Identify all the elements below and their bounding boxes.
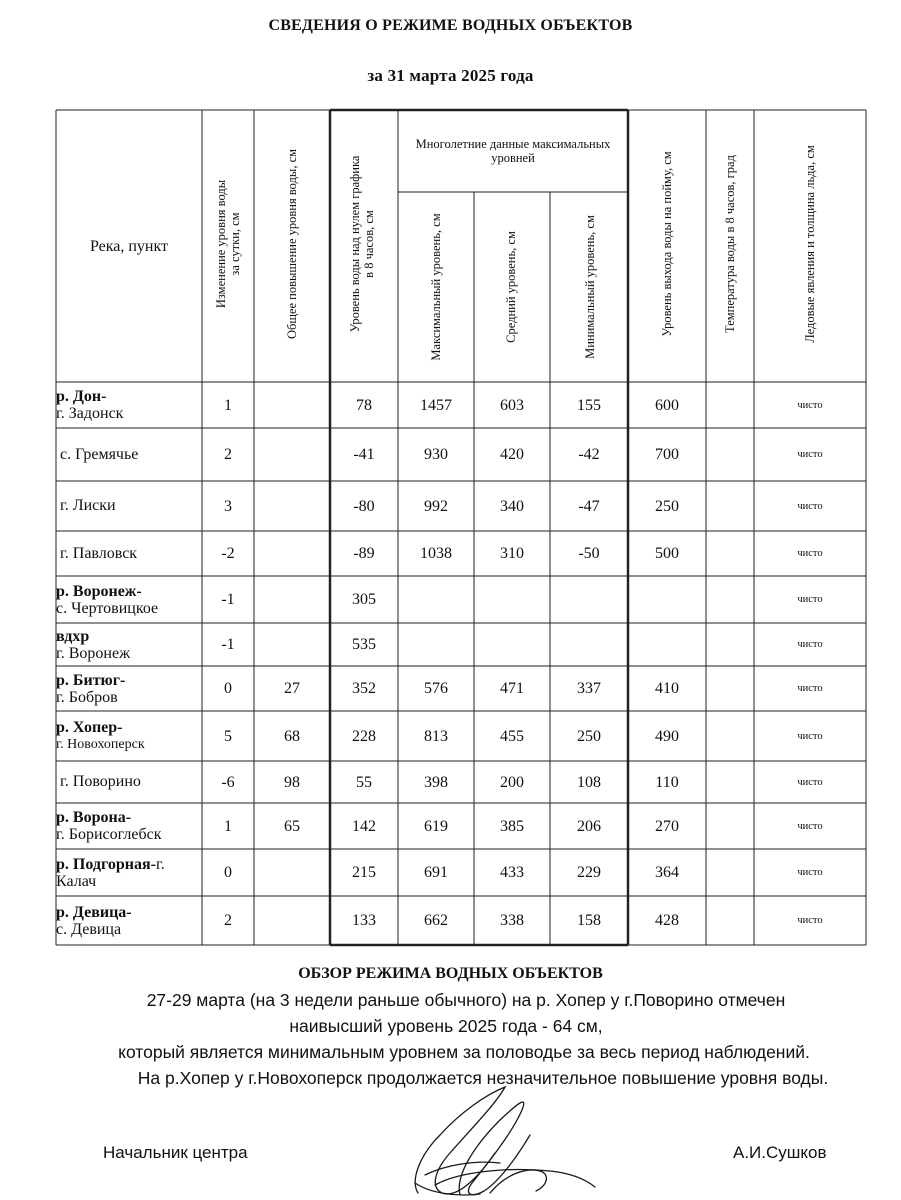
cell-level: -89 bbox=[353, 545, 375, 562]
river-point-cell bbox=[56, 711, 202, 761]
cell-max: 662 bbox=[424, 912, 448, 929]
cell-level: 142 bbox=[352, 817, 376, 835]
cell-min: 206 bbox=[577, 817, 601, 835]
cell-level: 352 bbox=[352, 680, 376, 697]
cell-max: 619 bbox=[424, 817, 448, 835]
gauge-point: г. Воронеж bbox=[56, 644, 131, 662]
signatory-name: А.И.Сушков bbox=[733, 1143, 827, 1162]
cell-rise bbox=[254, 531, 330, 576]
report-date: за 31 марта 2025 года bbox=[367, 66, 534, 85]
cell-ice: чисто bbox=[797, 776, 823, 788]
cell-max: 691 bbox=[424, 864, 448, 881]
cell-temp bbox=[706, 803, 754, 849]
cell-flood: 500 bbox=[655, 545, 679, 562]
header-change: Изменение уровня воды за сутки, см bbox=[214, 179, 242, 309]
river-name: р. Битюг- bbox=[56, 671, 126, 689]
cell-change: 2 bbox=[224, 446, 232, 463]
gauge-point: г. Лиски bbox=[60, 497, 116, 514]
river-name: р. Ворона- bbox=[56, 809, 132, 826]
gauge-point: г. Новохоперск bbox=[56, 737, 145, 752]
cell-ice: чисто bbox=[797, 500, 823, 512]
header-river: Река, пункт bbox=[89, 237, 169, 255]
cell-mean: 471 bbox=[500, 680, 524, 697]
cell-temp bbox=[706, 666, 754, 711]
cell-mean: 310 bbox=[500, 545, 524, 562]
cell-min: 337 bbox=[577, 680, 601, 697]
cell-change: 3 bbox=[224, 497, 232, 515]
river-name: р. Девица- bbox=[56, 903, 132, 921]
cell-rise: 68 bbox=[284, 727, 300, 745]
gauge-point: г. Бобров bbox=[56, 688, 118, 706]
river-point-cell bbox=[56, 666, 202, 711]
cell-max: 813 bbox=[424, 727, 448, 745]
cell-level: 305 bbox=[352, 591, 376, 608]
cell-change: 1 bbox=[224, 396, 232, 414]
cell-max: 930 bbox=[424, 446, 448, 463]
cell-ice: чисто bbox=[797, 594, 823, 605]
cell-ice: чисто bbox=[797, 915, 823, 926]
review-line-1: 27-29 марта (на 3 недели раньше обычного) на р. Хопер у г.Поворино отмечен bbox=[146, 990, 786, 1010]
cell-temp bbox=[706, 896, 754, 945]
gauge-point: с. Гремячье bbox=[60, 445, 139, 463]
header-multiyear-group: Многолетние данные максимальных уровней bbox=[415, 137, 611, 165]
cell-flood: 600 bbox=[655, 396, 679, 414]
cell-ice: чисто bbox=[797, 683, 823, 694]
gauge-point: г. Борисоглебск bbox=[56, 826, 162, 843]
header-total-rise: Общее повышение уровня воды, см bbox=[285, 148, 299, 340]
river-point-cell bbox=[56, 896, 202, 945]
cell-mean: 420 bbox=[500, 446, 524, 463]
cell-mean: 603 bbox=[500, 396, 524, 414]
cell-rise: 27 bbox=[284, 680, 300, 697]
river-point-cell bbox=[56, 382, 202, 428]
cell-min: -50 bbox=[578, 545, 600, 562]
header-level: Уровень воды над нулем графика в 8 часов, см bbox=[348, 155, 376, 333]
cell-flood: 490 bbox=[655, 727, 679, 745]
cell-ice: чисто bbox=[797, 548, 823, 559]
cell-flood: 250 bbox=[655, 497, 679, 515]
cell-ice: чисто bbox=[797, 730, 823, 742]
cell-max bbox=[398, 576, 474, 623]
header-flood: Уровень выхода воды на пойму, см bbox=[660, 151, 674, 337]
cell-flood bbox=[628, 576, 706, 623]
cell-rise: 65 bbox=[284, 817, 300, 835]
gauge-point: с. Чертовицкое bbox=[56, 599, 159, 617]
river-point-cell bbox=[56, 623, 202, 666]
cell-rise bbox=[254, 896, 330, 945]
handwritten-signature bbox=[400, 1075, 610, 1200]
river-name: р. Воронеж- bbox=[56, 582, 142, 600]
river-name: р. Подгорная-г. bbox=[56, 855, 165, 873]
river-point-cell bbox=[56, 803, 202, 849]
cell-level: -41 bbox=[353, 446, 375, 463]
cell-mean: 338 bbox=[500, 912, 524, 929]
cell-change: 1 bbox=[224, 817, 232, 835]
cell-flood: 270 bbox=[655, 817, 679, 835]
cell-flood: 110 bbox=[655, 773, 679, 791]
cell-ice: чисто bbox=[797, 639, 823, 650]
cell-rise bbox=[254, 481, 330, 531]
cell-ice: чисто bbox=[797, 867, 823, 878]
cell-min: 250 bbox=[577, 727, 601, 745]
cell-rise bbox=[254, 382, 330, 428]
cell-flood: 410 bbox=[655, 680, 679, 697]
cell-mean: 455 bbox=[500, 727, 524, 745]
cell-max: 992 bbox=[424, 497, 448, 515]
cell-mean: 385 bbox=[500, 817, 524, 835]
cell-level: 78 bbox=[356, 396, 372, 414]
gauge-point: с. Девица bbox=[56, 920, 122, 938]
review-line-3: который является минимальным уровнем за половодье за весь период наблюдений. bbox=[118, 1042, 810, 1062]
cell-mean: 433 bbox=[500, 864, 524, 881]
cell-level: -80 bbox=[353, 497, 375, 515]
cell-min: 108 bbox=[577, 773, 601, 791]
cell-max: 1457 bbox=[420, 396, 452, 414]
header-max: Максимальный уровень, см bbox=[429, 213, 443, 361]
signatory-position: Начальник центра bbox=[103, 1143, 248, 1162]
cell-temp bbox=[706, 623, 754, 666]
river-name: р. Хопер- bbox=[56, 719, 123, 736]
cell-change: 5 bbox=[224, 727, 232, 745]
cell-min bbox=[550, 623, 628, 666]
review-title: ОБЗОР РЕЖИМА ВОДНЫХ ОБЪЕКТОВ bbox=[298, 965, 603, 982]
cell-ice: чисто bbox=[797, 449, 823, 460]
header-min: Минимальный уровень, см bbox=[583, 215, 597, 359]
cell-min: 158 bbox=[577, 912, 601, 929]
cell-min: 229 bbox=[577, 864, 601, 881]
cell-max bbox=[398, 623, 474, 666]
cell-flood bbox=[628, 623, 706, 666]
gauge-point: Калач bbox=[56, 872, 97, 890]
cell-ice: чисто bbox=[797, 399, 823, 411]
cell-mean bbox=[474, 623, 550, 666]
cell-change: -6 bbox=[221, 773, 235, 791]
gauge-point: г. Задонск bbox=[56, 405, 124, 422]
cell-level: 228 bbox=[352, 727, 376, 745]
cell-mean: 340 bbox=[500, 497, 524, 515]
gauge-point: г. Павловск bbox=[60, 544, 138, 562]
cell-change: -1 bbox=[221, 636, 235, 653]
header-mean: Средний уровень, см bbox=[504, 231, 518, 343]
cell-temp bbox=[706, 428, 754, 481]
cell-temp bbox=[706, 382, 754, 428]
header-ice: Ледовые явления и толщина льда, см bbox=[803, 145, 817, 343]
river-point-cell bbox=[56, 849, 202, 896]
cell-rise bbox=[254, 623, 330, 666]
cell-max: 576 bbox=[424, 680, 448, 697]
cell-temp bbox=[706, 849, 754, 896]
cell-min: 155 bbox=[577, 396, 601, 414]
document-title: СВЕДЕНИЯ О РЕЖИМЕ ВОДНЫХ ОБЪЕКТОВ bbox=[268, 17, 633, 34]
cell-change: 0 bbox=[224, 680, 232, 697]
gauge-point: г. Поворино bbox=[60, 773, 141, 790]
cell-change: 0 bbox=[224, 864, 232, 881]
cell-temp bbox=[706, 531, 754, 576]
river-name: р. Дон- bbox=[56, 388, 107, 405]
cell-flood: 700 bbox=[655, 446, 679, 463]
cell-level: 215 bbox=[352, 864, 376, 881]
cell-change: 2 bbox=[224, 912, 232, 929]
cell-mean: 200 bbox=[500, 773, 524, 791]
cell-level: 535 bbox=[352, 636, 376, 653]
cell-rise: 98 bbox=[284, 773, 300, 791]
cell-min: -47 bbox=[578, 497, 600, 515]
cell-change: -2 bbox=[221, 545, 235, 562]
cell-min: -42 bbox=[578, 446, 600, 463]
cell-rise bbox=[254, 428, 330, 481]
cell-temp bbox=[706, 711, 754, 761]
header-temp: Температура воды в 8 часов, град bbox=[723, 155, 737, 333]
cell-temp bbox=[706, 576, 754, 623]
cell-temp bbox=[706, 481, 754, 531]
cell-change: -1 bbox=[221, 591, 235, 608]
cell-flood: 428 bbox=[655, 912, 679, 929]
cell-max: 1038 bbox=[420, 545, 452, 562]
cell-level: 55 bbox=[356, 773, 372, 791]
cell-flood: 364 bbox=[655, 864, 679, 881]
river-name: вдхр bbox=[56, 627, 90, 645]
cell-ice: чисто bbox=[797, 820, 823, 832]
river-point-cell bbox=[56, 576, 202, 623]
cell-max: 398 bbox=[424, 773, 448, 791]
cell-rise bbox=[254, 849, 330, 896]
cell-rise bbox=[254, 576, 330, 623]
cell-temp bbox=[706, 761, 754, 803]
review-line-2: наивысший уровень 2025 года - 64 см, bbox=[289, 1016, 603, 1036]
cell-min bbox=[550, 576, 628, 623]
review-line-4: На р.Хопер у г.Новохоперск продолжается незначительное повышение уровня воды. bbox=[137, 1068, 829, 1088]
cell-level: 133 bbox=[352, 912, 376, 929]
cell-mean bbox=[474, 576, 550, 623]
